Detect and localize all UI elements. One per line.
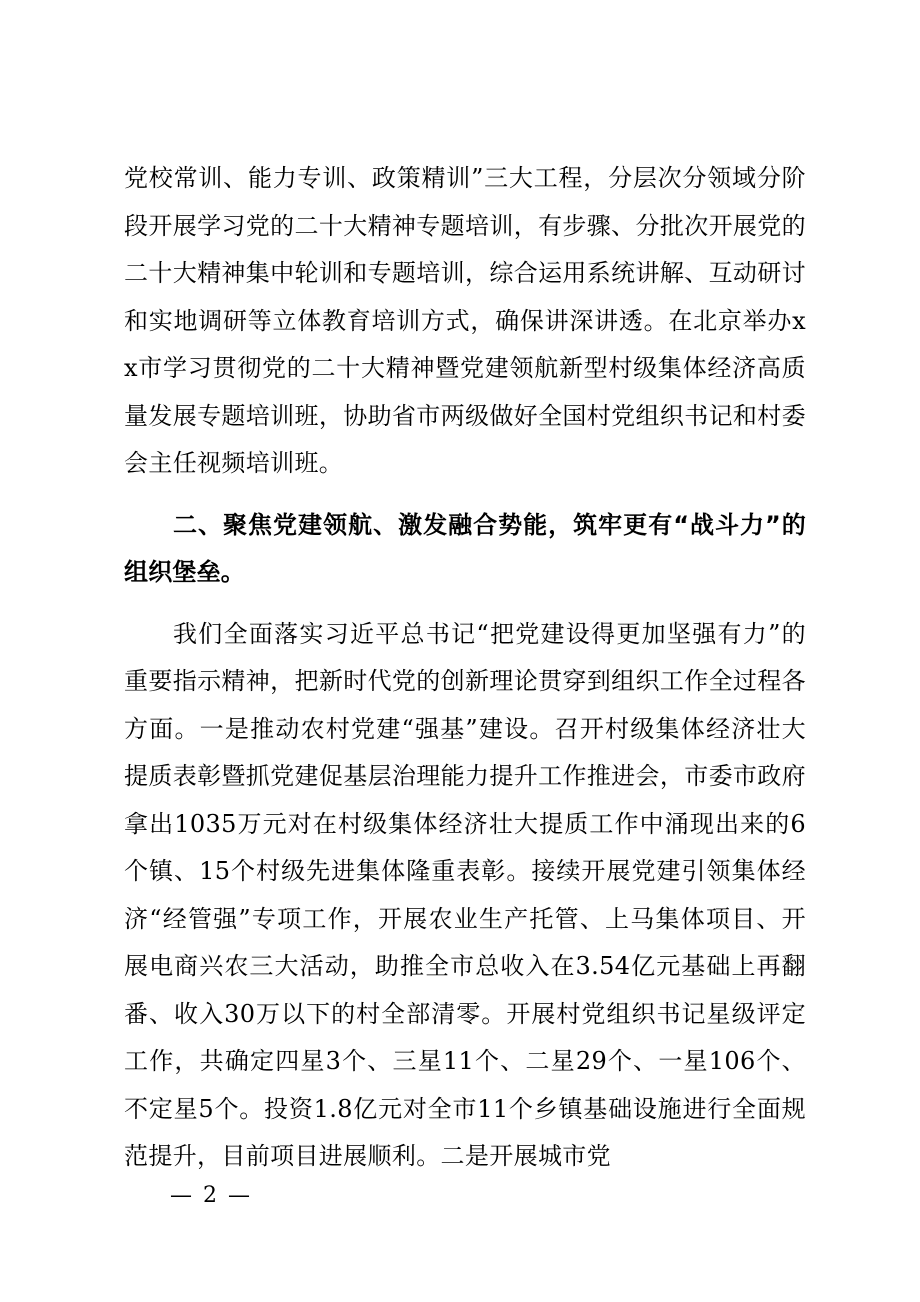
body-paragraph: 我们全面落实习近平总书记“把党建设得更加坚强有力”的重要指示精神，把新时代党的创新理论贯穿到组织工作全过程各方面。一是推动农村党建“强基”建设。召开村级集体经济壮大提质表彰暨抓党建促基层治理能力提升工作推进会，市委市政府拿出1035万元对在村级集体经济壮大提质工作中涌现出来的6个镇、15个村级先进集体隆重表彰。接续开展党建引领集体经济“经管强”专项工作，开展农业生产托管、上马集体项目、开展电商兴农三大活动，助推全市总收入在3.54亿元基础上再翻番、收入30万以下的村全部清零。开展村党组织书记星级评定工作，共确定四星3个、三星11个、二星29个、一星106个、不定星5个。投资1.8亿元对全市11个乡镇基础设施进行全面规范提升，目前项目进展顺利。二是开展城市党: [124, 619, 806, 1170]
page-number: — 2 —: [170, 1183, 252, 1208]
paragraph-spacer: [124, 597, 806, 611]
body-paragraph: 党校常训、能力专训、政策精训”三大工程，分层次分领域分阶段开展学习党的二十大精神专题培训，有步骤、分批次开展党的二十大精神集中轮训和专题培训，综合运用系统讲解、互动研讨和实地调研等立体教育培训方式，确保讲深讲透。在北京举办xx市学习贯彻党的二十大精神暨党建领航新型村级集体经济高质量发展专题培训班，协助省市两级做好全国村党组织书记和村委会主任视频培训班。: [124, 164, 806, 477]
document-body: [124, 155, 806, 1181]
paragraph-spacer: [124, 488, 806, 502]
section-heading: 二、聚焦党建领航、激发融合势能，筑牢更有“战斗力”的组织堡垒。: [124, 510, 806, 586]
